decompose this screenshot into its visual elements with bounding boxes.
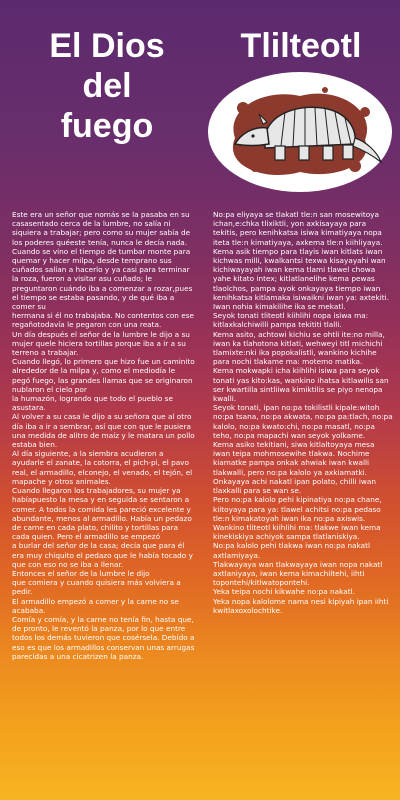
spanish-paragraph: Cuando llegó, lo primero que hizo fue un caminito alrededor de la milpa y, como el mediodía le pegó fuego, las grandes llamas que se originaron nublaron el cielo por xyxy=(12,357,195,394)
nahuatl-paragraph: No:pa eliyaya se tlakatl tle:n san mosewitoya ichan,e:chka tlixiktli, yon axkisayaya para tekitis, pero kenihkatsa isiwa kimatiyaya nopa iteta tle:n kimatiyaya, axkema tle:n kiihliyaya. xyxy=(213,210,383,247)
spanish-paragraph: Un día después el señor de la lumbre le dijo a su mujer quele hiciera tortillas porque iba a ir a su terreno a trabajar. xyxy=(12,329,190,358)
spanish-paragraph: a burlar del señor de la casa; decía que para él era muy chiquito el pedazo que le había tocado y que con eso no se iba a llenar. xyxy=(12,541,193,569)
nahuatl-paragraph: No:pa kalolo pehi tlakwa iwan no:pa nakatl axtlamiyaya. xyxy=(213,541,371,560)
nahuatl-paragraph: Kema asiko tekitiani, siwa kitlaltoyaya mesa iwan teipa mohmosewihe tlakwa. Nochime kiamatke pampa onkak ahwiak iwan kwalli tlakwalli, pero no:pa kalolo ya axkiamatki. Onkayaya achi nakatl ipan polato, chilli iwan tlaxkalli para se wan se. xyxy=(213,440,376,496)
spanish-paragraph: Al día siguiente, a la siembra acudieron a ayudarle el zanate, la cotorra, el pich-pi, el pavo real, el armadillo, elconejo, el venado, el tejón, el mapache y otros animales. xyxy=(12,449,193,486)
armadillo-icon xyxy=(205,68,395,196)
nahuatl-paragraph: Kema mokwapki icha kiihlihi isiwa para seyok tonati yas kito:kas, wankino ihatsa kitlawilis san ser kwartilla sintliiwa kimiktilis se piyo nenopa kwalli. xyxy=(213,366,389,404)
title-line-3: fuego xyxy=(60,107,154,145)
spanish-paragraph: Cuando llegaron los trabajadores, su mujer ya habíapuesto la mesa y en seguida se sentaron a comer. A todos la comida les pareció excelente y abundante, menos al armadillo. Había un pedazo de carne en cada plato, chilito y tortillas para cada quien. Pero el armadillo se empezó xyxy=(12,486,192,542)
nahuatl-paragraph: Iwan nohia kimakilihe ika se mekatl. xyxy=(213,302,346,312)
nahuatl-paragraph: Kema asito, achtowi kichiu se ohtli ite:no milla, iwan ka tlahotona kitlati, wehweyi titl michichi tlamixte:nki ika popokalistli, wankino kichihe para nochi tlakame ma: motemo matika. xyxy=(213,329,385,367)
nahuatl-paragraph: Seyok tonati, ipan no:pa tokilistli kipale:witoh no:pa tsana, no:pa akwata, no:pa pa:tlach, no:pa kalolo, no:pa kwato:chi, no:pa masatl, no:pa teho, no:pa mapachi wan seyok yolkame. xyxy=(213,403,393,440)
spanish-paragraph: la humazón, logrando que todo el pueblo se asustara. xyxy=(12,394,173,413)
title-line-2: del xyxy=(82,67,132,105)
armadillo-illustration xyxy=(205,68,395,196)
title-line-1: El Dios xyxy=(49,27,165,65)
nahuatl-paragraph: Yeka nopa kalolome nama nesi kipiyah ipan iihti kwitlaxoxolochtike. xyxy=(213,596,389,615)
nahuatl-paragraph: Pero no:pa kalolo pehi kipinatiya no:pa chane, kiitoyaya para ya: tlawel achitsi no:pa pedaso tle:n kimakatoyah iwan ika no:pa axiswis. Wankino tliteotl kiihlihi ma: tlakwe iwan kema kinekiskiya achiyok sampa tlatlaniskiya. xyxy=(213,495,382,542)
nahuatl-paragraph: Kema asik tiempo para tlayis iwan kitlats iwan kichwas milli, kwalkantsi texwa kisayayahi wan kichiwayayah iwan kema tlami tlawel chowa yahe kitato intex; kitlatlanelihe kema pewas tlaolchos, pampa ayok onkayaya tiempo iwan kenihkatsa kitlamaka isiwaikni iwan ya: axtekiti. xyxy=(213,246,389,302)
spanish-paragraph: El armadillo empezó a comer y la carne no se acababa. xyxy=(12,596,179,615)
nahuatl-paragraph: Yeka teipa nochi kikwahe no:pa nakatl. xyxy=(213,587,355,597)
spanish-paragraph: que comiera y cuando quisiera más volviera a pedir. xyxy=(12,578,181,597)
page-title-spanish xyxy=(12,26,202,146)
nahuatl-text-column xyxy=(213,210,393,796)
spanish-paragraph: Entonces el señor de la lumbre le dijo xyxy=(12,568,150,578)
spanish-paragraph: hermana si él no trabajaba. No contentos con ese regañotodavía le pegaron con una reata. xyxy=(12,311,195,330)
page-title-nahuatl: Tlilteotl xyxy=(240,27,362,65)
spanish-text-column xyxy=(12,210,195,796)
spanish-paragraph: Cuando se vino el tiempo de tumbar monte para quemar y hacer milpa, desde temprano sus cuñados salían a hacerlo y ya casi para terminar la roza, fueron a visitar asu cuñado; le preguntaron cuándo iba a comenzar a rozar,pues el tiempo se estaba pasando, y de qué iba a comer su xyxy=(12,246,193,312)
nahuatl-paragraph: Seyok tonati tliteotl kiihlihi nopa isiwa ma: kitlaxkalchiwilli pampa tekititi tlalli. xyxy=(213,311,369,330)
spanish-paragraph: Este era un señor que nomás se la pasaba en su casasentado cerca de la lumbre, no salía ni siquiera a trabajar; pero como su mujer sabía de los poderes quéeste tenía, nunca le decía nada. xyxy=(12,210,191,247)
nahuatl-paragraph: Tlakwayaya wan tlakwayaya iwan nopa nakatl axtlaniyaya, iwan kema kimachiltehi, iihti topontehi/kitlwatopontehi. xyxy=(213,559,383,588)
spanish-paragraph: Al volver a su casa le dijo a su señora que al otro día iba a ir a sembrar, así que con que le pusiera una medida de alitro de maíz y le matara un pollo estaba bien. xyxy=(12,412,195,450)
spanish-paragraph: Comía y comía, y la carne no tenía fin, hasta que, de pronto, le reventó la panza, por lo que entre todos los demás tuvieron que cosérsela. Debido a eso es que los armadillos conservan unas arrugas parecidas a una cicatrizen la panza. xyxy=(12,614,195,661)
